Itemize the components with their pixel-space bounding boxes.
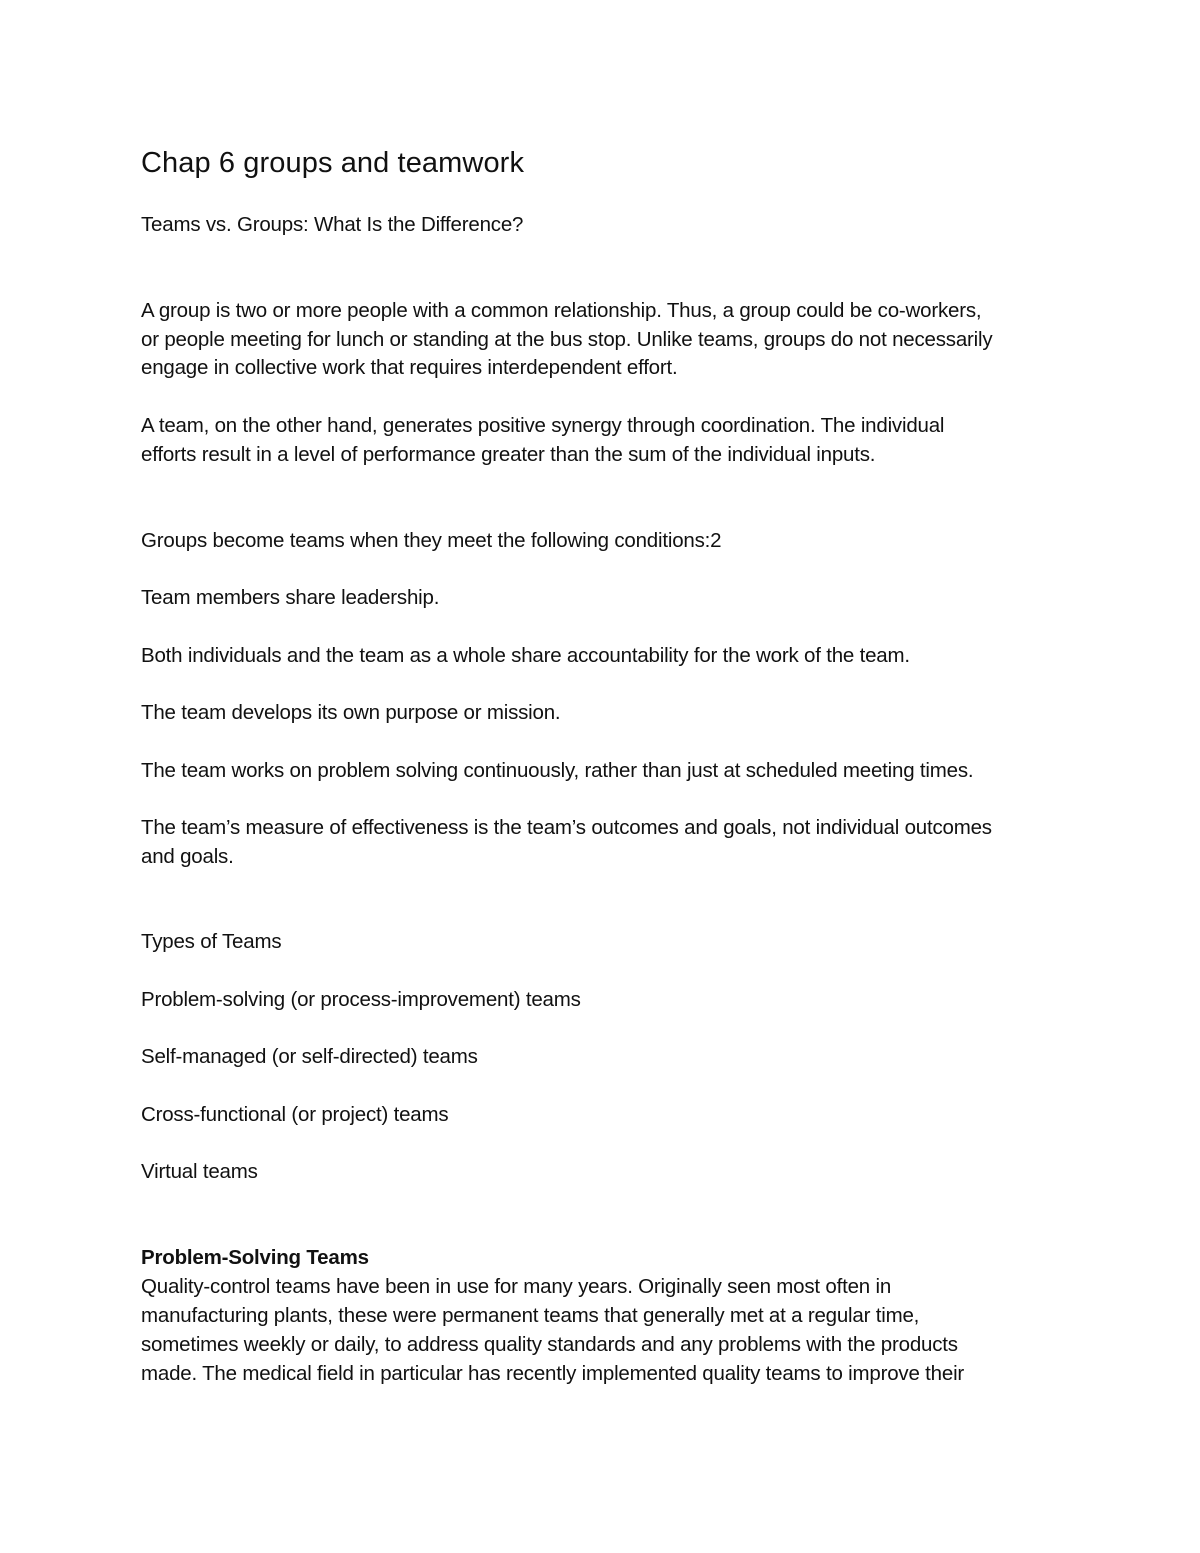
document-title: Chap 6 groups and teamwork <box>141 147 525 179</box>
condition-item: and goals. <box>141 845 234 868</box>
paragraph-line: manufacturing plants, these were permanent teams that generally met at a regular time, <box>141 1304 920 1327</box>
paragraph-line: or people meeting for lunch or standing at the bus stop. Unlike teams, groups do not necessarily <box>141 328 993 351</box>
condition-item: The team’s measure of effectiveness is the team’s outcomes and goals, not individual outcomes <box>141 816 992 839</box>
condition-item: Team members share leadership. <box>141 586 440 609</box>
paragraph-line: efforts result in a level of performance greater than the sum of the individual inputs. <box>141 443 876 466</box>
section-heading: Teams vs. Groups: What Is the Difference? <box>141 213 524 236</box>
paragraph-line: Quality-control teams have been in use for many years. Originally seen most often in <box>141 1275 892 1298</box>
condition-item: Both individuals and the team as a whole share accountability for the work of the team. <box>141 644 910 667</box>
paragraph-line: made. The medical field in particular has recently implemented quality teams to improve their <box>141 1362 965 1385</box>
paragraph-line: A group is two or more people with a common relationship. Thus, a group could be co-workers, <box>141 299 982 322</box>
paragraph-line: sometimes weekly or daily, to address quality standards and any problems with the products <box>141 1333 958 1356</box>
types-heading: Types of Teams <box>141 930 282 953</box>
team-type-item: Self-managed (or self-directed) teams <box>141 1045 478 1068</box>
paragraph-line: engage in collective work that requires interdependent effort. <box>141 356 678 379</box>
conditions-intro: Groups become teams when they meet the following conditions:2 <box>141 529 722 552</box>
condition-item: The team works on problem solving continuously, rather than just at scheduled meeting times. <box>141 759 974 782</box>
team-type-item: Virtual teams <box>141 1160 258 1183</box>
problem-solving-heading: Problem-Solving Teams <box>141 1246 369 1269</box>
team-type-item: Problem-solving (or process-improvement) teams <box>141 988 581 1011</box>
paragraph-line: A team, on the other hand, generates positive synergy through coordination. The individual <box>141 414 945 437</box>
team-type-item: Cross-functional (or project) teams <box>141 1103 449 1126</box>
condition-item: The team develops its own purpose or mission. <box>141 701 561 724</box>
